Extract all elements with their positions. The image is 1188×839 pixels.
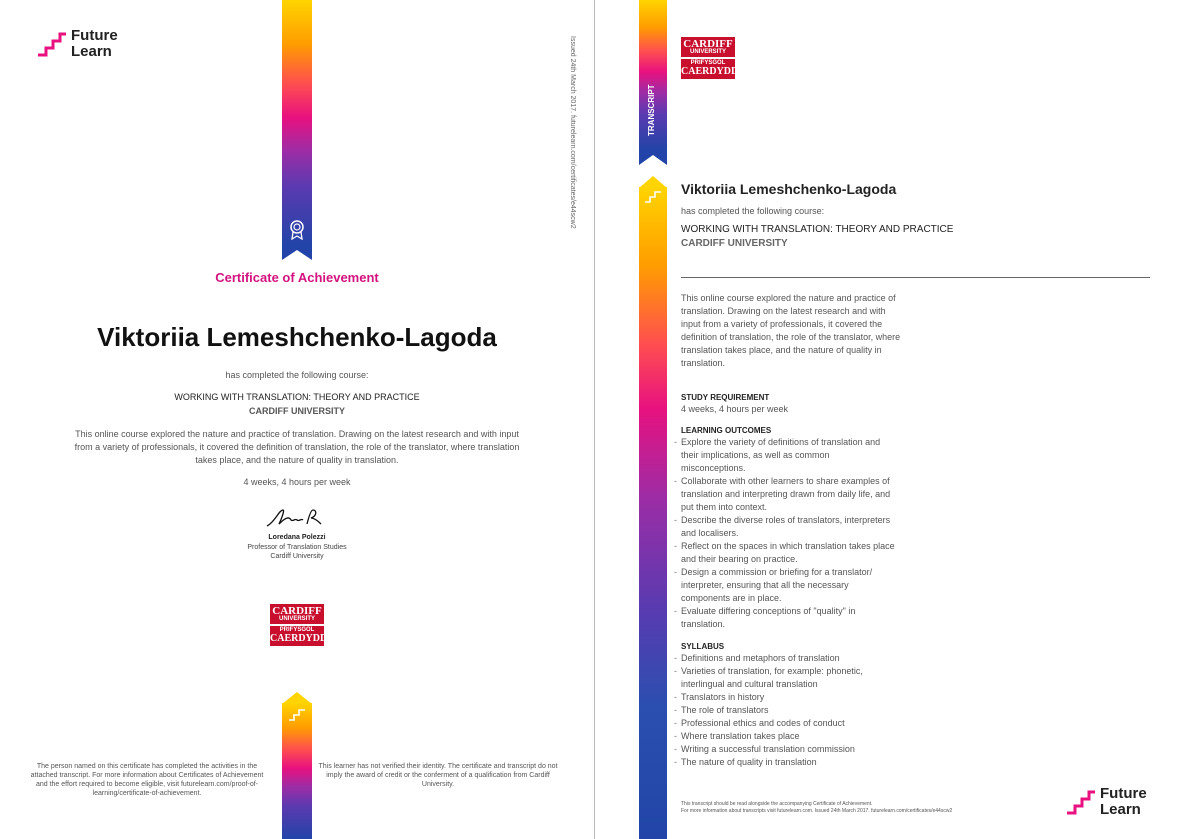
syllabus-item: - Definitions and metaphors of translation <box>681 652 896 665</box>
learner-name: Viktoriia Lemeshchenko-Lagoda <box>97 322 497 352</box>
futurelearn-stairs-icon <box>37 28 67 58</box>
transcript-course-title: WORKING WITH TRANSLATION: THEORY AND PRACTICE <box>681 224 954 235</box>
outcome-item: - Collaborate with other learners to share examples of translation and interpreting drawn from daily life, and put them into context. <box>681 475 896 514</box>
futurelearn-logo <box>37 28 118 60</box>
certificate-ribbon <box>282 0 312 260</box>
footer-right-note: This learner has not verified their identity. The certificate and transcript do not imply the award of credit or the conferment of a qualification from Cardiff University. <box>318 763 558 788</box>
syllabus-list <box>681 652 896 769</box>
outcome-item: - Design a commission or briefing for a translator/ interpreter, ensuring that all the necessary components are in place. <box>681 566 896 605</box>
transcript-footer <box>681 801 952 815</box>
learning-outcomes-heading: LEARNING OUTCOMES <box>681 426 772 435</box>
tcu-logo-line1: CARDIFF <box>683 38 733 50</box>
transcript-futurelearn-logo <box>1066 786 1147 818</box>
outcome-item: - Evaluate differing conceptions of "quality" in translation. <box>681 605 896 631</box>
brand-line1: Future <box>1100 785 1147 802</box>
page-divider <box>594 0 595 839</box>
transcript-learner-name: Viktoriia Lemeshchenko-Lagoda <box>681 181 897 197</box>
university-name: CARDIFF UNIVERSITY <box>248 406 345 416</box>
transcript-footer-line1: This transcript should be read alongside the accompanying Certificate of Achievement. <box>681 801 873 807</box>
transcript-side-ribbon <box>639 176 667 839</box>
transcript-footer-line2: For more information about transcripts visit futurelearn.com. Issued 24th March 2017. futurelearn.com/certificates/e44scw2 <box>681 808 953 814</box>
syllabus-heading: SYLLABUS <box>681 642 725 651</box>
brand-line2: Learn <box>1100 801 1141 818</box>
course-title: WORKING WITH TRANSLATION: THEORY AND PRACTICE <box>174 392 420 402</box>
learning-outcomes-list <box>681 436 896 631</box>
signatory-org: Cardiff University <box>270 553 324 560</box>
signature-image <box>265 506 329 530</box>
syllabus-item: - Writing a successful translation commission <box>681 743 896 756</box>
study-requirement-heading: STUDY REQUIREMENT <box>681 393 770 402</box>
cu-logo-line1: CARDIFF <box>272 605 322 617</box>
cu-logo-line4: CAERDYDD <box>270 633 328 644</box>
brand-line1: Future <box>71 27 118 44</box>
transcript-cardiff-logo <box>681 37 739 79</box>
transcript-completed-text: has completed the following course: <box>681 206 825 216</box>
syllabus-item: - Professional ethics and codes of conduct <box>681 717 896 730</box>
syllabus-item: - Where translation takes place <box>681 730 896 743</box>
cardiff-university-logo <box>270 604 328 646</box>
study-requirement-value: 4 weeks, 4 hours per week <box>681 404 789 414</box>
outcome-item: - Describe the diverse roles of translators, interpreters and localisers. <box>681 514 896 540</box>
tcu-logo-line2: UNIVERSITY <box>689 49 726 55</box>
signatory-title: Professor of Translation Studies <box>247 544 347 551</box>
signatory-name: Loredana Polezzi <box>268 534 326 541</box>
issued-container <box>566 36 576 276</box>
bottom-ribbon <box>282 692 312 839</box>
futurelearn-stairs-icon <box>1066 786 1096 816</box>
brand-line2: Learn <box>71 43 112 60</box>
tcu-logo-line4: CAERDYDD <box>681 66 739 77</box>
transcript-ribbon <box>639 0 667 164</box>
syllabus-item: - The nature of quality in translation <box>681 756 896 769</box>
outcome-item: - Reflect on the spaces in which translation takes place and their bearing on practice. <box>681 540 896 566</box>
issued-note: Issued 24th March 2017. futurelearn.com/certificates/e44scw2 <box>569 36 576 229</box>
tcu-logo-line3: PRIFYSGOL <box>690 60 726 66</box>
cu-logo-line3: PRIFYSGOL <box>279 627 315 633</box>
syllabus-item: - Varieties of translation, for example: phonetic, interlingual and cultural translation <box>681 665 896 691</box>
course-description: This online course explored the nature and practice of translation. Drawing on the latest research and with input from a variety of professionals, it covered the definition of translation, the role of the translator, where translation takes place, and the nature of quality in translation. <box>74 429 520 465</box>
syllabus-item: - Translators in history <box>681 691 896 704</box>
award-badge-icon <box>289 220 305 240</box>
transcript-rule <box>681 277 1150 278</box>
cu-logo-line2: UNIVERSITY <box>278 616 315 622</box>
syllabus-item: - The role of translators <box>681 704 896 717</box>
course-duration: 4 weeks, 4 hours per week <box>243 477 351 487</box>
transcript-ribbon-label: TRANSCRIPT <box>647 84 656 136</box>
transcript-university: CARDIFF UNIVERSITY <box>681 238 788 249</box>
completed-text: has completed the following course: <box>225 370 369 380</box>
stairs-icon <box>288 706 306 722</box>
footer-left-note: The person named on this certificate has completed the activities in the attached transcript. For more information about Certificates of Achievement and the effort required to become eligible, visit futurelearn.com/proof-of-learning/certificate-of-achievement. <box>30 763 264 797</box>
outcome-item: - Explore the variety of definitions of translation and their implications, as well as common misconceptions. <box>681 436 896 475</box>
transcript-description: This online course explored the nature and practice of translation. Drawing on the latest research and with input from a variety of professionals, it covered the definition of translation, the role of the translator, where translation takes place, and the nature of quality in translation. <box>681 293 901 368</box>
transcript-stairs-icon <box>644 188 662 204</box>
certificate-title: Certificate of Achievement <box>215 270 379 285</box>
